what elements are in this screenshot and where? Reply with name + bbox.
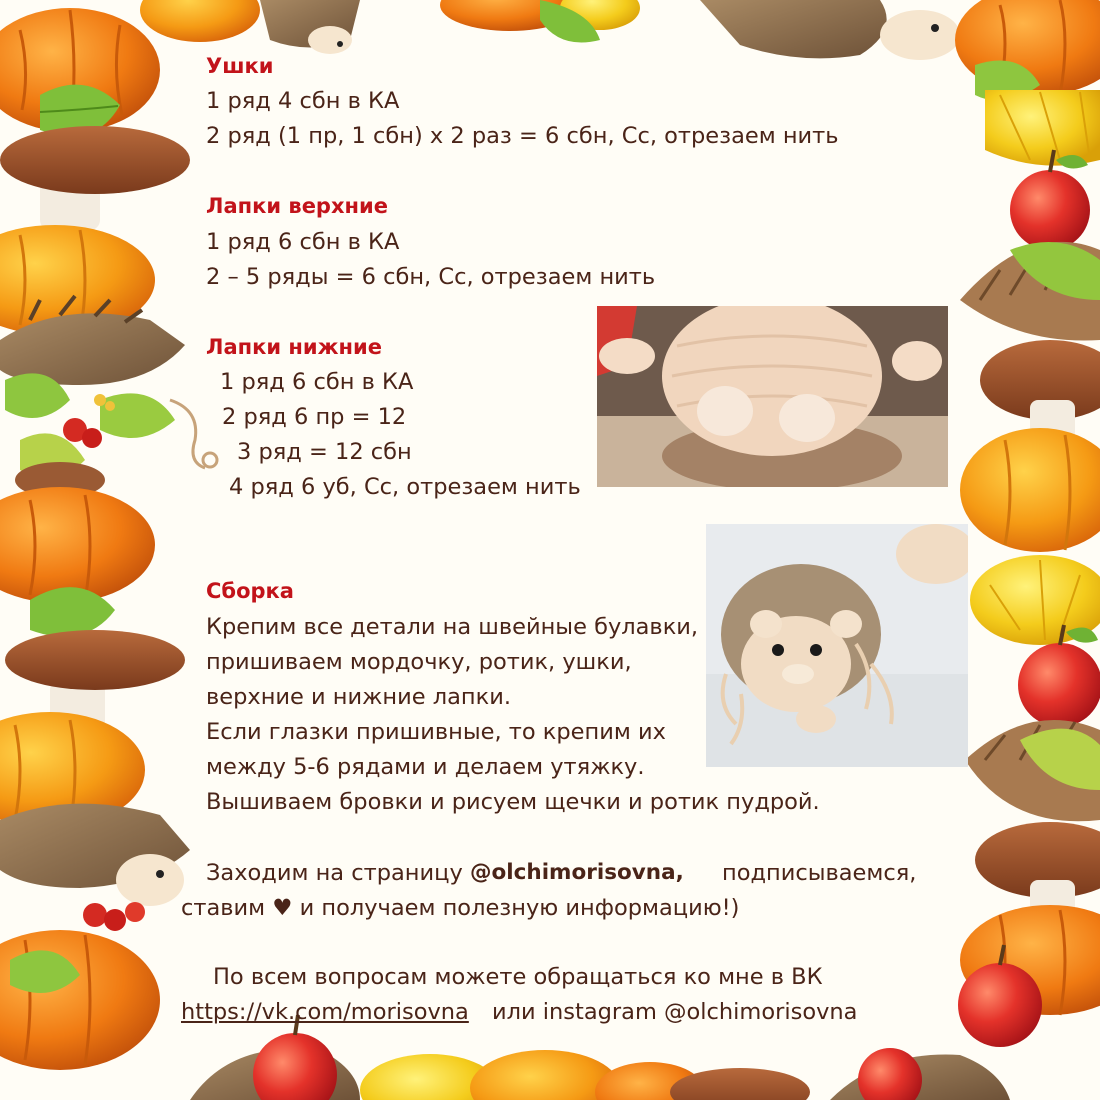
contact-instagram-text: или instagram @olchimorisovna [492, 999, 858, 1025]
lower-paws-row-3: 3 ряд = 12 сбн [237, 439, 412, 465]
lower-paws-row-4: 4 ряд 6 уб, Сс, отрезаем нить [229, 474, 581, 500]
leaf-icon [5, 373, 175, 478]
mushroom-icon [975, 822, 1100, 920]
assembly-line-2: пришиваем мордочку, ротик, ушки, [206, 649, 632, 675]
hedgehog-icon [700, 0, 960, 60]
promo-handle[interactable]: @olchimorisovna, [470, 860, 684, 885]
vk-link[interactable]: https://vk.com/morisovna [181, 999, 469, 1025]
pumpkin-icon [0, 487, 155, 603]
lower-paws-row-1: 1 ряд 6 сбн в КА [220, 369, 414, 395]
photo-assembled-hedgehog [706, 524, 968, 767]
pumpkin-icon [360, 1050, 705, 1100]
photo-lower-paws [597, 306, 948, 487]
upper-paws-row-2: 2 – 5 ряды = 6 сбн, Сс, отрезаем нить [206, 264, 656, 290]
lower-paws-row-2: 2 ряд 6 пр = 12 [222, 404, 407, 430]
pumpkin-icon [0, 930, 160, 1070]
hedgehog-icon [0, 804, 190, 906]
ears-row-2: 2 ряд (1 пр, 1 сбн) х 2 раз = 6 сбн, Сс, отрезаем нить [206, 123, 839, 149]
pumpkin-icon [960, 428, 1100, 552]
assembly-line-1: Крепим все детали на швейные булавки, [206, 614, 699, 640]
ears-row-1: 1 ряд 4 сбн в КА [206, 88, 400, 114]
apple-icon [985, 90, 1100, 166]
assembly-line-6: Вышиваем бровки и рисуем щечки и ротик пудрой. [206, 789, 820, 815]
section-title-ears: Ушки [206, 54, 274, 78]
section-title-assembly: Сборка [206, 579, 294, 603]
promo-subscribe-text: подписываемся, [722, 860, 917, 886]
berry-icon [83, 902, 145, 931]
apple-icon [1010, 150, 1090, 250]
section-title-upper-paws: Лапки верхние [206, 194, 388, 218]
hedgehog-icon [260, 0, 360, 54]
promo-line-2: ставим ♥ и получаем полезную информацию!) [181, 895, 740, 921]
contact-line-1: По всем вопросам можете обращаться ко мне в ВК [213, 964, 823, 990]
swirl-icon [170, 400, 217, 468]
assembly-line-4: Если глазки пришивные, то крепим их [206, 719, 666, 745]
assembly-line-5: между 5-6 рядами и делаем утяжку. [206, 754, 645, 780]
promo-visit-text: Заходим на страницу [206, 860, 463, 886]
apple-icon [858, 1048, 922, 1100]
section-title-lower-paws: Лапки нижние [206, 335, 382, 359]
apple-icon [253, 1015, 337, 1100]
upper-paws-row-1: 1 ряд 6 сбн в КА [206, 229, 400, 255]
assembly-line-3: верхние и нижние лапки. [206, 684, 511, 710]
mushroom-icon [0, 126, 190, 230]
